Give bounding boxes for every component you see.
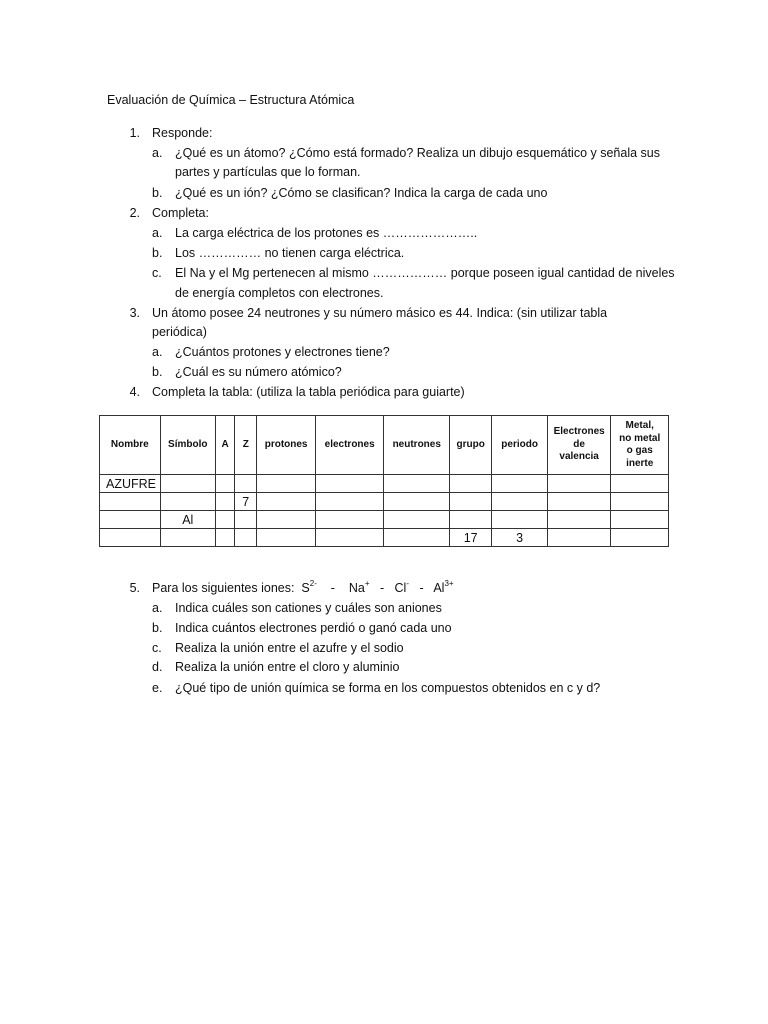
table-cell[interactable]	[492, 511, 547, 529]
header-tipo-line2: no metal	[619, 432, 661, 444]
header-periodo: periodo	[492, 416, 547, 475]
table-cell[interactable]	[450, 475, 492, 493]
header-nombre: Nombre	[100, 416, 161, 475]
header-grupo: grupo	[450, 416, 492, 475]
ion-aluminum-charge: 3+	[444, 579, 454, 588]
table-cell[interactable]	[384, 493, 450, 511]
q2c-letter: c.	[152, 266, 162, 280]
header-simbolo: Símbolo	[160, 416, 215, 475]
table-cell[interactable]	[100, 529, 161, 547]
q3a-text: ¿Cuántos protones y electrones tiene?	[175, 345, 390, 359]
header-tipo-line4: inerte	[626, 457, 654, 469]
cell-nombre-azufre[interactable]: AZUFRE	[100, 475, 161, 493]
cell-z-value[interactable]: 7	[235, 493, 257, 511]
table-cell[interactable]	[611, 493, 669, 511]
header-electrones: electrones	[315, 416, 384, 475]
table-cell[interactable]	[216, 529, 235, 547]
ion-chloride-charge: -	[406, 579, 410, 588]
table-row	[100, 529, 669, 547]
q2b-letter: b.	[152, 246, 163, 260]
table-cell[interactable]	[611, 529, 669, 547]
header-a: A	[216, 416, 235, 475]
q1a-letter: a.	[152, 146, 163, 160]
q1a-text-line1: ¿Qué es un átomo? ¿Cómo está formado? Realiza un dibujo esquemático y señala sus	[175, 146, 660, 160]
q5c-letter: c.	[152, 641, 162, 655]
q3b-letter: b.	[152, 365, 163, 379]
table-cell[interactable]	[235, 475, 257, 493]
cell-periodo-value[interactable]: 3	[492, 529, 547, 547]
table-cell[interactable]	[547, 493, 611, 511]
header-neutrones: neutrones	[384, 416, 450, 475]
table-cell[interactable]	[547, 511, 611, 529]
q4-text: Completa la tabla: (utiliza la tabla periódica para guiarte)	[152, 385, 465, 399]
q5b-letter: b.	[152, 621, 163, 635]
table-cell[interactable]	[492, 493, 547, 511]
ion-chloride: Cl	[394, 581, 407, 595]
table-cell[interactable]	[384, 529, 450, 547]
q5a-text: Indica cuáles son cationes y cuáles son aniones	[175, 601, 442, 615]
q5e-letter: e.	[152, 681, 163, 695]
table-cell[interactable]	[450, 511, 492, 529]
ion-sulfide: S	[301, 581, 310, 595]
table-cell[interactable]	[384, 475, 450, 493]
table-cell[interactable]	[235, 511, 257, 529]
ion-separator: -	[379, 581, 385, 595]
q1-label: Responde:	[152, 126, 213, 140]
table-header-row	[100, 416, 669, 475]
q3-text-line2: periódica)	[152, 325, 207, 339]
q5c-text: Realiza la unión entre el azufre y el sodio	[175, 641, 404, 655]
header-protones: protones	[257, 416, 316, 475]
table-cell[interactable]	[315, 493, 384, 511]
q5-number: 5.	[129, 581, 140, 595]
q5a-letter: a.	[152, 601, 163, 615]
table-row	[100, 511, 669, 529]
q3a-letter: a.	[152, 345, 163, 359]
table-cell[interactable]	[216, 475, 235, 493]
table-cell[interactable]	[257, 475, 316, 493]
q5d-text: Realiza la unión entre el cloro y aluminio	[175, 660, 400, 674]
table-cell[interactable]	[611, 511, 669, 529]
q3-text-line1: Un átomo posee 24 neutrones y su número másico es 44. Indica: (sin utilizar tabla	[152, 306, 608, 320]
ion-aluminum: Al	[433, 581, 445, 595]
q1-number: 1.	[129, 126, 140, 140]
q3-number: 3.	[129, 306, 140, 320]
q2-label: Completa:	[152, 206, 209, 220]
q1a-text-line2: partes y partículas que lo forman.	[175, 165, 361, 179]
header-valencia-line2: de	[573, 438, 585, 450]
ion-sodium-charge: +	[364, 579, 370, 588]
q1b-letter: b.	[152, 186, 163, 200]
table-cell[interactable]	[257, 529, 316, 547]
q5-ions-line	[152, 580, 454, 596]
ion-sodium: Na	[348, 581, 365, 595]
table-cell[interactable]	[315, 511, 384, 529]
q2c-text-line1: El Na y el Mg pertenecen al mismo ……………… porque poseen igual cantidad de niveles	[175, 266, 675, 280]
q5-label: Para los siguientes iones:	[152, 581, 295, 595]
cell-grupo-value[interactable]: 17	[450, 529, 492, 547]
table-cell[interactable]	[160, 493, 215, 511]
cell-simbolo-al[interactable]: Al	[160, 511, 215, 529]
q2-number: 2.	[129, 206, 140, 220]
q2b-text: Los …………… no tienen carga eléctrica.	[175, 246, 405, 260]
table-row	[100, 475, 669, 493]
header-metal-tipo	[611, 416, 669, 475]
element-table	[99, 415, 669, 547]
table-cell[interactable]	[160, 475, 215, 493]
q5e-text: ¿Qué tipo de unión química se forma en los compuestos obtenidos en c y d?	[175, 681, 601, 695]
table-cell[interactable]	[611, 475, 669, 493]
table-cell[interactable]	[492, 475, 547, 493]
table-cell[interactable]	[216, 511, 235, 529]
table-cell[interactable]	[384, 511, 450, 529]
q3b-text: ¿Cuál es su número atómico?	[175, 365, 342, 379]
table-cell[interactable]	[100, 493, 161, 511]
table-cell[interactable]	[547, 529, 611, 547]
table-cell[interactable]	[315, 475, 384, 493]
table-cell[interactable]	[100, 511, 161, 529]
table-cell[interactable]	[257, 511, 316, 529]
table-cell[interactable]	[315, 529, 384, 547]
q5b-text: Indica cuántos electrones perdió o ganó cada uno	[175, 621, 452, 635]
q2a-letter: a.	[152, 226, 163, 240]
ion-separator: -	[419, 581, 424, 595]
header-valencia-line3: valencia	[559, 451, 599, 463]
header-tipo-line1: Metal,	[625, 420, 654, 431]
q5d-letter: d.	[152, 660, 163, 674]
table-cell[interactable]	[257, 493, 316, 511]
table-cell[interactable]	[235, 529, 257, 547]
q2a-text: La carga eléctrica de los protones es …………………..	[175, 226, 478, 240]
q2c-text-line2: de energía completos con electrones.	[175, 286, 384, 300]
ion-separator: -	[330, 581, 335, 595]
table-cell[interactable]	[160, 529, 215, 547]
table-cell[interactable]	[547, 475, 611, 493]
header-electrones-de-valencia	[547, 416, 611, 475]
header-z: Z	[235, 416, 257, 475]
ion-sulfide-charge: 2-	[309, 579, 317, 588]
header-valencia-line1: Electrones	[553, 426, 605, 438]
page-title: Evaluación de Química – Estructura Atómica	[107, 93, 355, 107]
table-row	[100, 493, 669, 511]
table-cell[interactable]	[450, 493, 492, 511]
table-cell[interactable]	[216, 493, 235, 511]
header-tipo-line3: o gas	[626, 445, 653, 456]
q1b-text: ¿Qué es un ión? ¿Cómo se clasifican? Indica la carga de cada uno	[175, 186, 548, 200]
q4-number: 4.	[129, 385, 140, 399]
